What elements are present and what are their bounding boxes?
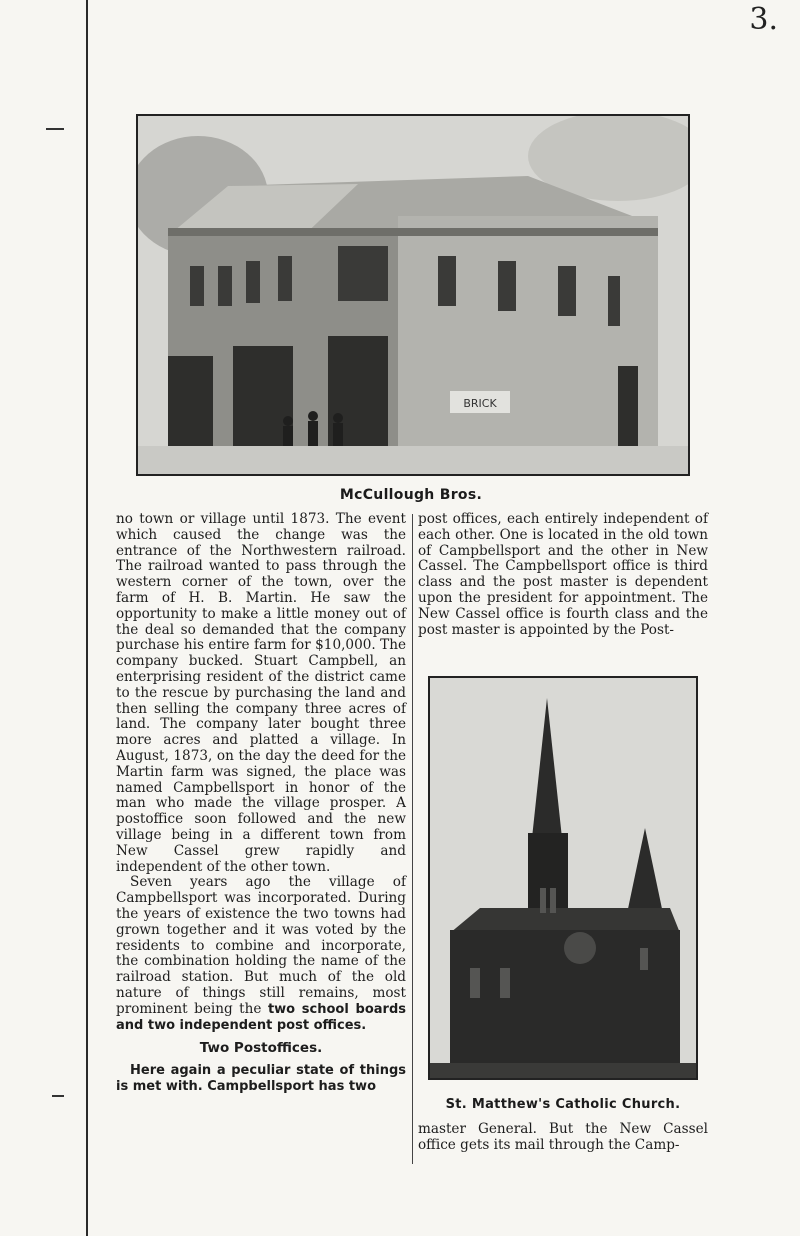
margin-rule xyxy=(86,0,88,1236)
building-photo xyxy=(136,114,690,476)
article-right-column-bottom xyxy=(418,1122,708,1154)
page-number: 3. xyxy=(749,2,778,37)
church-photo-caption: St. Matthew's Catholic Church. xyxy=(445,1097,681,1112)
article-paragraph xyxy=(116,875,406,1033)
article-paragraph: post offices, each entirely independent of each other. One is located in the old town of Campbellsport and the other in New Cassel. The Campbellsport office is third class and the post master is dependent upon the president for appointment. The New Cassel office is fourth class and the post master is appointed by the Post- xyxy=(418,511,708,638)
article-left-column xyxy=(116,512,406,1095)
article-paragraph-text: Seven years ago the village of Campbellsport was incorporated. During the years of existence the two towns had grown together and it was voted by the residents to combine and incorporate, the combination holding the name of the railroad station. But much of the old nature of things still remains, most prominent being the xyxy=(116,874,406,1017)
building-photo-caption: McCullough Bros. xyxy=(339,487,483,503)
margin-tick-mark xyxy=(52,1095,64,1097)
article-paragraph: master General. But the New Cassel office gets its mail through the Camp- xyxy=(418,1121,708,1153)
article-paragraph-bold-text: two school boards and two independent post offices. xyxy=(116,1001,406,1033)
building-photo-icon xyxy=(138,116,688,474)
section-heading: Two Postoffices. xyxy=(199,1040,323,1057)
article-right-column-top xyxy=(418,512,708,638)
church-photo xyxy=(428,676,698,1080)
article-paragraph: Here again a peculiar state of things is met with. Campbellsport has two xyxy=(116,1063,406,1094)
margin-tick-mark xyxy=(46,128,64,130)
column-rule xyxy=(412,514,413,1164)
church-photo-icon xyxy=(430,678,696,1078)
article-paragraph: no town or village until 1873. The event which caused the change was the entrance of the Northwestern railroad. The railroad wanted to pass through the western corner of the town, over the farm of H. B. Martin. He saw the opportunity to make a little money out of the deal so demanded that the company purchase his entire farm for $10,000. The company bucked. Stuart Campbell, an enterprising resident of the district came to the rescue by purchasing the land and then selling the company three acres of land. The company later bought three more acres and platted a village. In August, 1873, on the day the deed for the Martin farm was signed, the place was named Campbellsport in honor of the man who made the village prosper. A postoffice soon followed and the new village being in a different town from New Cassel grew rapidly and independent of the other town. xyxy=(116,511,406,875)
building-sign: BRICK xyxy=(463,397,497,410)
